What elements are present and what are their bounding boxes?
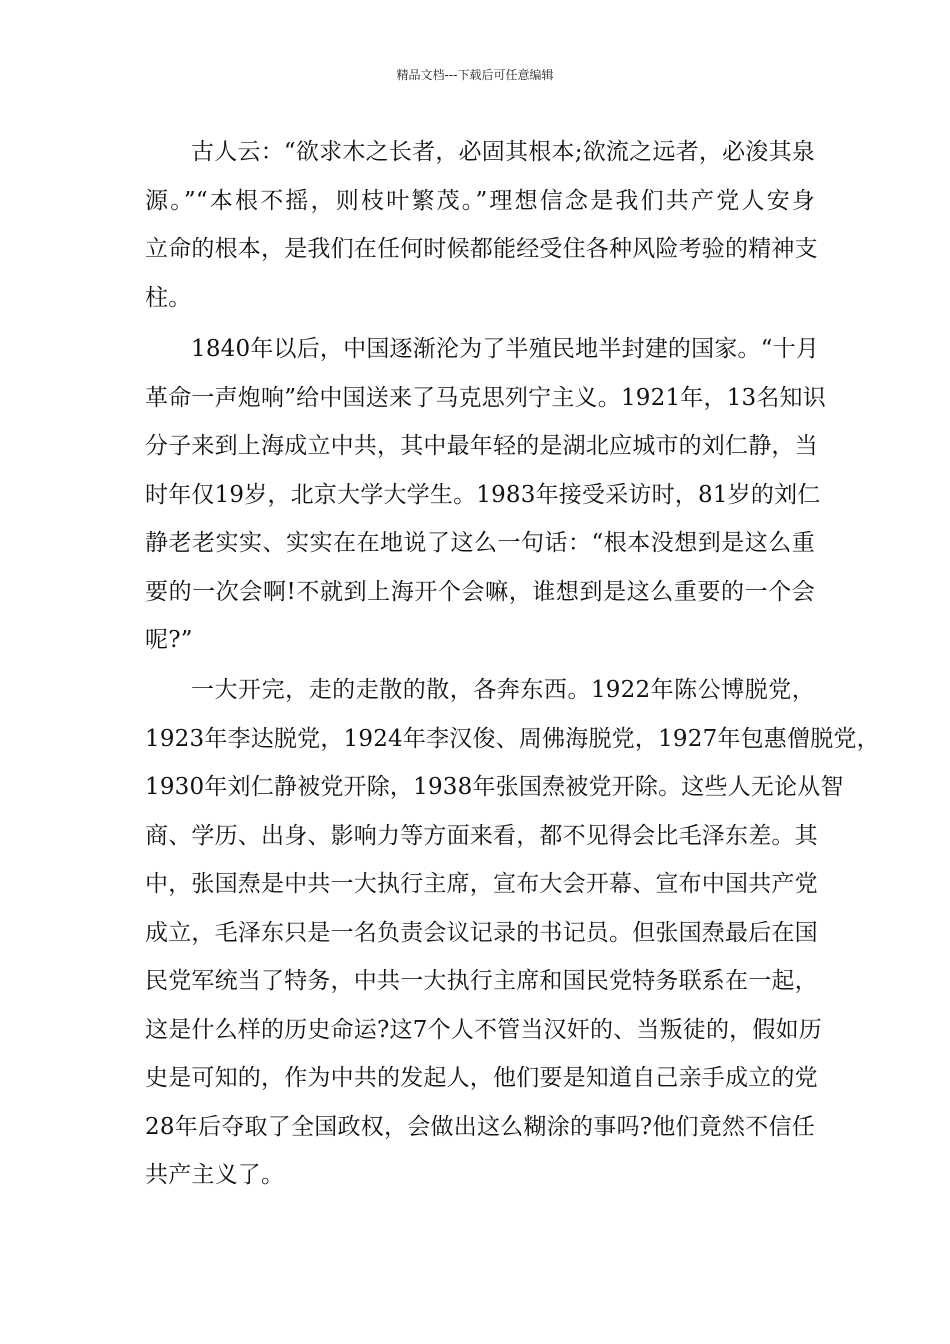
text-line: 1840年以后，中国逐渐沦为了半殖民地半封建的国家。“十月 [191, 336, 820, 362]
text-line: 静老老实实、实实在在地说了这么一句话：“根本没想到是这么重 [145, 530, 815, 556]
page-header: 精品文档---下载后可任意编辑 [396, 68, 554, 82]
paragraph-2 [145, 325, 826, 665]
text-line: 分子来到上海成立中共，其中最年轻的是湖北应城市的刘仁静，当 [145, 433, 818, 459]
text-line: 史是可知的，作为中共的发起人，他们要是知道自己亲手成立的党 [145, 1065, 818, 1091]
text-line: 商、学历、出身、影响力等方面来看，都不见得会比毛泽东差。其 [145, 822, 818, 849]
text-line: 要的一次会啊!不就到上海开个会嘛，谁想到是这么重要的一个会 [145, 578, 815, 605]
text-line: 时年仅19岁，北京大学大学生。1983年接受采访时，81岁的刘仁 [145, 481, 821, 508]
text-line: 革命一声炮响”给中国送来了马克思列宁主义。1921年，13名知识 [145, 384, 826, 411]
text-line: 民党军统当了特务，中共一大执行主席和国民党特务联系在一起， [145, 968, 818, 994]
text-line: 一大开完，走的走散的散，各奔东西。1922年陈公博脱党， [191, 677, 815, 703]
text-line: 立命的根本，是我们在任何时候都能经受住各种风险考验的精神支 [145, 236, 818, 262]
text-line: 28年后夺取了全国政权，会做出这么糊涂的事吗?他们竟然不信任 [145, 1113, 815, 1140]
paragraph-1 [145, 128, 818, 322]
text-line: 1923年李达脱党，1924年李汉俊、周佛海脱党，1927年包惠僧脱党， [145, 725, 880, 752]
text-line: 这是什么样的历史命运?这7个人不管当汉奸的、当叛徒的，假如历 [145, 1016, 822, 1043]
text-line: 1930年刘仁静被党开除，1938年张国焘被党开除。这些人无论从智 [145, 774, 844, 800]
text-line: 柱。 [145, 284, 192, 311]
text-line: 中，张国焘是中共一大执行主席，宣布大会开幕、宣布中国共产党 [145, 871, 818, 897]
text-line: 源。”“本根不摇，则枝叶繁茂。”理想信念是我们共产党人安身 [145, 187, 815, 214]
text-line: 成立，毛泽东只是一名负责会议记录的书记员。但张国焘最后在国 [145, 919, 818, 946]
paragraph-3 [145, 666, 880, 1200]
text-line: 呢?” [145, 627, 193, 653]
text-line: 古人云：“欲求木之长者，必固其根本;欲流之远者，必浚其泉 [191, 139, 815, 165]
text-line: 共产主义了。 [145, 1162, 285, 1188]
